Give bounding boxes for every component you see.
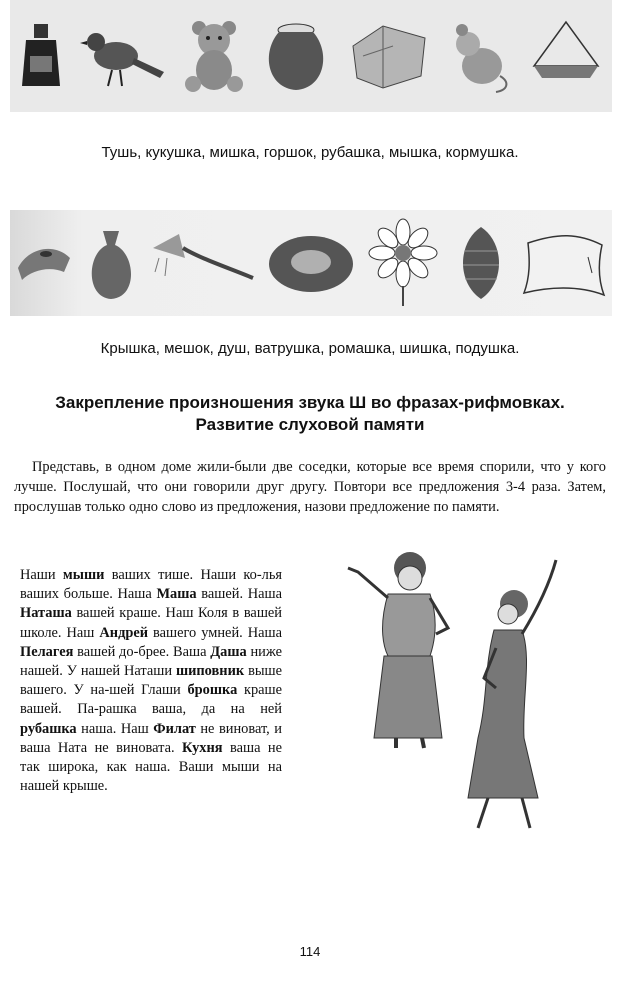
lid-icon (14, 228, 74, 298)
bold-keyword: рубашка (20, 720, 77, 737)
bold-keyword: Филат (153, 720, 196, 737)
bold-keyword: шиповник (175, 663, 245, 680)
bold-keyword: мыши (62, 567, 105, 583)
two-arguing-women-icon (318, 538, 608, 838)
pine-cone-icon (451, 223, 511, 303)
rhyme-fragment: не виноват, и ваша Ната не виновата. (20, 720, 283, 756)
bold-keyword: Пелагея (20, 643, 74, 660)
rhyme-fragment: ниже нашей. У нашей Наташи (20, 643, 282, 680)
sack-icon (81, 223, 141, 303)
intro-paragraph: Представь, в одном доме жили-были две соседки, которые все время спорили, что у кого лучше. Послушай, что они говорили друг другу. Повтори все предложения 3-4 раза. Затем, прослушав только одно слово из предложения, назови предложение по памяти. (14, 459, 606, 515)
section-heading-line-2: Развитие слуховой памяти (195, 415, 425, 434)
picture-row-2 (10, 210, 612, 316)
rhyme-fragment: ваша не так широка, как наша. Ваши мыши на нашей крыше. (20, 739, 282, 795)
rhyme-fragment: Наши (20, 567, 63, 583)
rhyme-fragment: вашего умней. Наша (148, 624, 282, 641)
bold-keyword: Кухня (182, 739, 223, 756)
cheesecake-bun-icon (266, 228, 356, 298)
rhyme-fragment: наша. Наш (76, 720, 154, 737)
ink-bottle-icon (16, 16, 66, 96)
bird-feeder-icon (526, 16, 606, 96)
picture-row-1-caption: Тушь, кукушка, мишка, горшок, рубашка, мышка, кормушка. (101, 144, 519, 161)
pillow-icon (518, 223, 608, 303)
rhyme-text (20, 566, 282, 796)
rhyme-fragment: вашей краше. Наш Коля в вашей школе. Наш (20, 605, 282, 641)
mouse-icon (444, 16, 514, 96)
rhyme-fragment: краше вашей. Па-рашка ваша, да на ней (20, 682, 283, 718)
page-number: 114 (299, 944, 321, 959)
picture-row-1 (10, 0, 612, 112)
shirt-icon (343, 16, 433, 96)
rhyme-fragment: ваших тише. Наши ко-лья ваших больше. Наша (20, 567, 282, 603)
rhyme-fragment: вашей до-брее. Ваша (73, 643, 211, 660)
clay-pot-icon (261, 16, 331, 96)
shower-icon (149, 228, 259, 298)
bold-keyword: Андрей (99, 624, 149, 641)
chamomile-flower-icon (363, 218, 443, 308)
picture-row-2-caption: Крышка, мешок, душ, ватрушка, ромашка, шишка, подушка. (100, 340, 520, 357)
rhyme-fragment: вашей. Наша (196, 586, 283, 603)
cuckoo-bird-icon (78, 16, 168, 96)
bold-keyword: Маша (156, 586, 197, 603)
bold-keyword: брошка (187, 682, 238, 699)
bold-keyword: Наташа (20, 605, 72, 622)
rhyme-fragment: выше вашего. У на-шей Глаши (20, 663, 283, 699)
teddy-bear-icon (179, 16, 249, 96)
bold-keyword: Даша (210, 643, 247, 660)
section-heading-line-1: Закрепление произношения звука Ш во фразах-рифмовках. (55, 393, 565, 412)
